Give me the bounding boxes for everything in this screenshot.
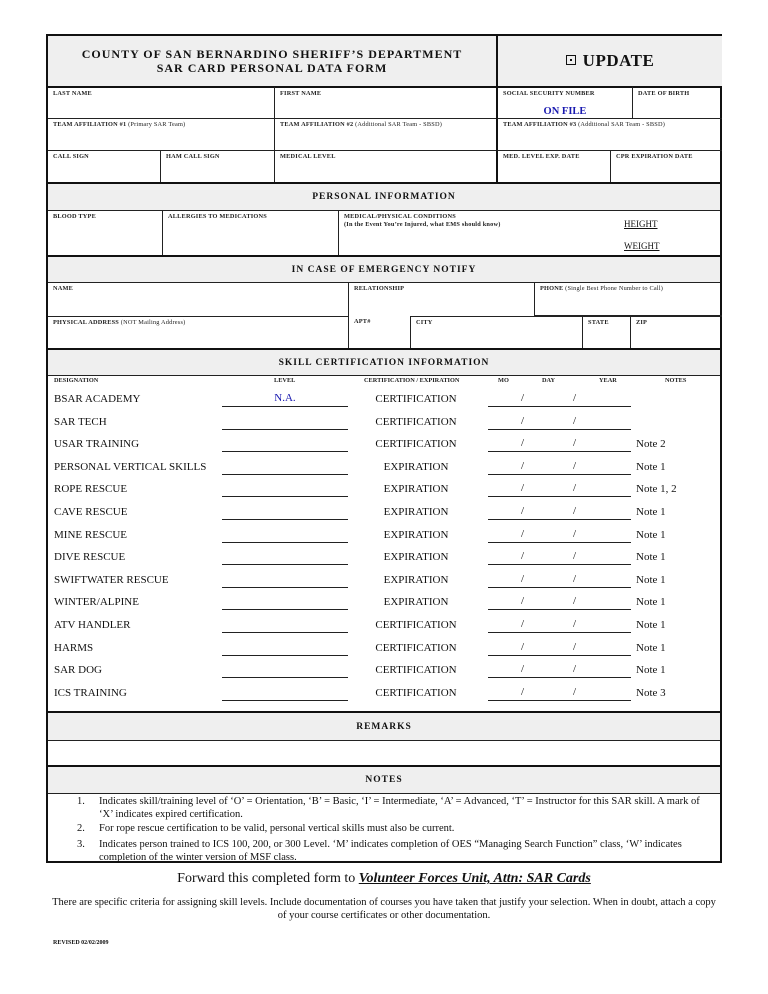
city-label: CITY xyxy=(416,319,433,326)
call-sign-label: CALL SIGN xyxy=(53,153,89,160)
forward-prefix: Forward this completed form to xyxy=(177,871,359,886)
date-separator: / xyxy=(573,414,577,427)
cert-type: CERTIFICATION xyxy=(375,686,457,699)
note-3-number: 3. xyxy=(77,839,85,850)
skill-name: CAVE RESCUE xyxy=(54,506,128,518)
skill-level-input[interactable] xyxy=(222,550,348,565)
notes-header: NOTES xyxy=(48,765,720,794)
cert-type: EXPIRATION xyxy=(383,573,449,586)
skill-row xyxy=(48,435,720,457)
med-level-exp-field[interactable] xyxy=(496,150,610,182)
phone-field[interactable] xyxy=(534,283,722,316)
update-checkbox[interactable] xyxy=(496,36,722,86)
skill-name: WINTER/ALPINE xyxy=(54,596,139,609)
cpr-exp-field[interactable] xyxy=(610,150,722,182)
blood-type-field[interactable] xyxy=(48,211,162,255)
revised-date: REVISED 02/02/2009 xyxy=(53,940,109,946)
skill-row xyxy=(48,661,720,683)
skill-name: SAR TECH xyxy=(54,415,107,428)
skill-note: Note 1 xyxy=(636,551,666,564)
skill-row xyxy=(48,593,720,615)
address-field[interactable] xyxy=(48,316,348,348)
skill-date-input[interactable] xyxy=(488,686,631,701)
update-label: UPDATE xyxy=(582,51,655,70)
date-separator: / xyxy=(573,527,577,540)
ssn-field[interactable] xyxy=(496,86,632,118)
checkbox-icon[interactable] xyxy=(566,55,576,65)
skill-row xyxy=(48,526,720,548)
skill-note: Note 1 xyxy=(636,641,666,654)
cert-type: CERTIFICATION xyxy=(375,619,457,631)
skill-name: PERSONAL VERTICAL SKILLS xyxy=(54,460,207,473)
allergies-label: ALLERGIES TO MEDICATIONS xyxy=(168,213,267,220)
ham-call-sign-field[interactable] xyxy=(160,150,274,182)
date-separator: / xyxy=(573,550,577,563)
medical-conditions-note: (In the Event You’re Injured, what EMS should know) xyxy=(344,221,501,228)
skill-date-input[interactable] xyxy=(488,392,631,407)
city-field[interactable] xyxy=(410,316,582,348)
cert-type: EXPIRATION xyxy=(383,506,449,518)
note-2-number: 2. xyxy=(77,823,85,834)
ssn-value: ON FILE xyxy=(543,106,587,117)
ham-call-sign-label: HAM CALL SIGN xyxy=(166,153,220,160)
skill-note: Note 1 xyxy=(636,528,666,541)
cert-type: EXPIRATION xyxy=(383,596,449,609)
skill-date-input[interactable] xyxy=(488,641,631,656)
personal-info-header: PERSONAL INFORMATION xyxy=(48,182,720,211)
cert-type: CERTIFICATION xyxy=(375,664,457,677)
date-separator: / xyxy=(573,459,577,472)
last-name-field[interactable] xyxy=(48,86,274,118)
team-affiliation-1-field[interactable] xyxy=(48,118,274,150)
call-sign-field[interactable] xyxy=(48,150,160,182)
skill-date-input[interactable] xyxy=(488,415,631,430)
remarks-field[interactable] xyxy=(48,741,720,765)
sar-card-form xyxy=(46,34,722,863)
skill-level-input[interactable] xyxy=(222,686,348,701)
skill-date-input[interactable] xyxy=(488,437,631,452)
date-separator: / xyxy=(573,640,577,653)
date-separator: / xyxy=(521,414,525,427)
date-separator: / xyxy=(573,505,577,517)
skill-note: Note 1 xyxy=(636,619,666,631)
skills-header: SKILL CERTIFICATION INFORMATION xyxy=(48,348,720,376)
cert-type: EXPIRATION xyxy=(383,460,449,473)
remarks-header: REMARKS xyxy=(48,711,720,741)
state-field[interactable] xyxy=(582,316,630,348)
date-separator: / xyxy=(521,685,525,698)
skill-note: Note 1 xyxy=(636,460,666,473)
col-cert-exp: CERTIFICATION / EXPIRATION xyxy=(364,377,460,384)
skill-note: Note 2 xyxy=(636,438,666,451)
date-separator: / xyxy=(573,392,577,404)
date-separator: / xyxy=(521,482,525,495)
criteria-text: There are specific criteria for assigning skill levels. Include documentation of courses you have taken that justify your selection. When in doubt, attach a copy of your course certificates or other documentation. xyxy=(52,897,716,921)
emergency-name-field[interactable] xyxy=(48,283,348,316)
emergency-header: IN CASE OF EMERGENCY NOTIFY xyxy=(48,255,720,283)
zip-label: ZIP xyxy=(636,319,648,326)
dob-field[interactable] xyxy=(632,86,722,118)
skill-level-input[interactable] xyxy=(222,528,348,543)
form-title xyxy=(48,36,496,86)
apt-label: APT# xyxy=(354,318,371,325)
emergency-name-label: NAME xyxy=(53,285,74,292)
skill-name: MINE RESCUE xyxy=(54,528,128,541)
col-day: DAY xyxy=(542,377,556,384)
col-level: LEVEL xyxy=(274,377,296,384)
skill-row xyxy=(48,548,720,570)
skill-row xyxy=(48,571,720,593)
last-name-label: LAST NAME xyxy=(53,90,92,97)
apt-field[interactable] xyxy=(348,316,410,348)
skill-level-input[interactable] xyxy=(222,595,348,610)
skill-name: BSAR ACADEMY xyxy=(54,393,141,405)
skill-name: USAR TRAINING xyxy=(54,438,140,451)
date-separator: / xyxy=(573,663,577,676)
date-separator: / xyxy=(573,595,577,608)
skill-level-input[interactable] xyxy=(222,663,348,678)
skill-level-input[interactable] xyxy=(222,618,348,633)
note-3-text: Indicates person trained to ICS 100, 200, or 300 Level. ‘M’ indicates completion of OES “Managing Search Function” class, ‘W’ indicates completion of the winter version of MSF class. xyxy=(99,839,682,863)
skill-level-input[interactable] xyxy=(222,573,348,588)
cert-type: EXPIRATION xyxy=(383,551,449,564)
date-separator: / xyxy=(521,618,525,630)
skill-name: SAR DOG xyxy=(54,664,102,677)
team-affiliation-3-field[interactable] xyxy=(496,118,722,150)
team-affiliation-2-field[interactable] xyxy=(274,118,496,150)
skill-note: Note 1, 2 xyxy=(636,483,677,496)
skill-row xyxy=(48,639,720,661)
skill-date-input[interactable] xyxy=(488,663,631,678)
first-name-label: FIRST NAME xyxy=(280,90,322,97)
skill-date-input[interactable] xyxy=(488,460,631,475)
skill-row xyxy=(48,684,720,706)
date-separator: / xyxy=(521,437,525,450)
dob-label: DATE OF BIRTH xyxy=(638,90,690,97)
skill-level-input[interactable] xyxy=(222,505,348,520)
form-title-line1: COUNTY OF SAN BERNARDINO SHERIFF’S DEPARTMENT xyxy=(81,47,463,61)
relationship-label: RELATIONSHIP xyxy=(354,285,405,292)
skill-name: HARMS xyxy=(54,641,94,654)
skill-note: Note 1 xyxy=(636,596,666,609)
date-separator: / xyxy=(573,482,577,495)
date-separator: / xyxy=(521,505,525,517)
date-separator: / xyxy=(521,640,525,653)
skill-row xyxy=(48,390,720,412)
col-year: YEAR xyxy=(599,377,617,384)
skill-level-input[interactable] xyxy=(222,437,348,452)
address-label: PHYSICAL ADDRESS (NOT Mailing Address) xyxy=(53,319,186,326)
date-separator: / xyxy=(521,663,525,676)
skill-name: ROPE RESCUE xyxy=(54,483,128,496)
skill-row xyxy=(48,503,720,525)
skill-note: Note 1 xyxy=(636,506,666,518)
zip-field[interactable] xyxy=(630,316,722,348)
skill-row xyxy=(48,458,720,480)
skill-date-input[interactable] xyxy=(488,482,631,497)
skill-date-input[interactable] xyxy=(488,595,631,610)
medical-conditions-label: MEDICAL/PHYSICAL CONDITIONS xyxy=(344,213,456,220)
cpr-exp-label: CPR EXPIRATION DATE xyxy=(616,153,693,160)
skill-date-input[interactable] xyxy=(488,505,631,520)
skill-level-input[interactable] xyxy=(222,460,348,475)
ssn-label: SOCIAL SECURITY NUMBER xyxy=(503,90,595,97)
skill-name: SWIFTWATER RESCUE xyxy=(54,573,169,586)
blood-type-label: BLOOD TYPE xyxy=(53,213,96,220)
date-separator: / xyxy=(521,459,525,472)
note-1-text: Indicates skill/training level of ‘O’ = Orientation, ‘B’ = Basic, ‘I’ = Intermediate, ‘A’ = Advanced, ‘T’ = Instructor for this SAR skill. A mark of ‘X’ indicates expired certification. xyxy=(99,796,700,820)
team-affiliation-2-label: TEAM AFFILIATION #2 (Additional SAR Team - SBSD) xyxy=(280,121,442,128)
medical-level-label: MEDICAL LEVEL xyxy=(280,153,336,160)
skill-name: DIVE RESCUE xyxy=(54,551,126,564)
allergies-field[interactable] xyxy=(162,211,338,255)
date-separator: / xyxy=(521,550,525,563)
cert-type: CERTIFICATION xyxy=(375,641,457,654)
skill-date-input[interactable] xyxy=(488,550,631,565)
date-separator: / xyxy=(573,437,577,450)
skill-name: ICS TRAINING xyxy=(54,686,127,699)
team-affiliation-1-label: TEAM AFFILIATION #1 (Primary SAR Team) xyxy=(53,121,186,128)
relationship-field[interactable] xyxy=(348,283,534,316)
skill-name: ATV HANDLER xyxy=(54,619,131,631)
date-separator: / xyxy=(573,685,577,698)
date-separator: / xyxy=(521,572,525,585)
first-name-field[interactable] xyxy=(274,86,496,118)
cert-type: CERTIFICATION xyxy=(375,393,457,405)
medical-conditions-field[interactable] xyxy=(338,211,722,255)
note-2-text: For rope rescue certification to be valid, personal vertical skills must also be current. xyxy=(99,823,455,834)
skill-note: Note 1 xyxy=(636,573,666,586)
date-separator: / xyxy=(573,572,577,585)
skill-date-input[interactable] xyxy=(488,573,631,588)
skill-note: Note 3 xyxy=(636,686,666,699)
date-separator: / xyxy=(521,595,525,608)
skill-level-input[interactable] xyxy=(222,482,348,497)
skill-note: Note 1 xyxy=(636,664,666,677)
skill-row xyxy=(48,480,720,502)
skill-date-input[interactable] xyxy=(488,618,631,633)
form-title-line2: SAR CARD PERSONAL DATA FORM xyxy=(156,61,388,75)
note-1-number: 1. xyxy=(77,796,85,807)
state-label: STATE xyxy=(588,319,609,326)
date-separator: / xyxy=(521,527,525,540)
med-level-exp-label: MED. LEVEL EXP. DATE xyxy=(503,153,580,160)
skill-date-input[interactable] xyxy=(488,528,631,543)
cert-type: CERTIFICATION xyxy=(375,438,457,451)
team-affiliation-3-label: TEAM AFFILIATION #3 (Additional SAR Team - SBSD) xyxy=(503,121,665,128)
col-notes: NOTES xyxy=(665,377,687,384)
medical-level-field[interactable] xyxy=(274,150,496,182)
phone-label: PHONE (Single Best Phone Number to Call) xyxy=(540,285,664,292)
weight-label[interactable]: WEIGHT xyxy=(624,241,660,251)
cert-type: EXPIRATION xyxy=(383,483,449,496)
skill-level-input[interactable] xyxy=(222,641,348,656)
forward-target: Volunteer Forces Unit, Attn: SAR Cards xyxy=(358,871,591,886)
skill-level-input[interactable]: N.A. xyxy=(222,392,348,407)
col-mo: MO xyxy=(498,377,509,384)
date-separator: / xyxy=(521,392,525,404)
skill-row xyxy=(48,616,720,638)
cert-type: CERTIFICATION xyxy=(375,415,457,428)
cert-type: EXPIRATION xyxy=(383,528,449,541)
skill-row xyxy=(48,413,720,435)
col-designation: DESIGNATION xyxy=(54,377,99,384)
forward-instruction xyxy=(0,871,768,887)
date-separator: / xyxy=(573,618,577,630)
height-label[interactable]: HEIGHT xyxy=(624,219,658,229)
skill-level-input[interactable] xyxy=(222,415,348,430)
